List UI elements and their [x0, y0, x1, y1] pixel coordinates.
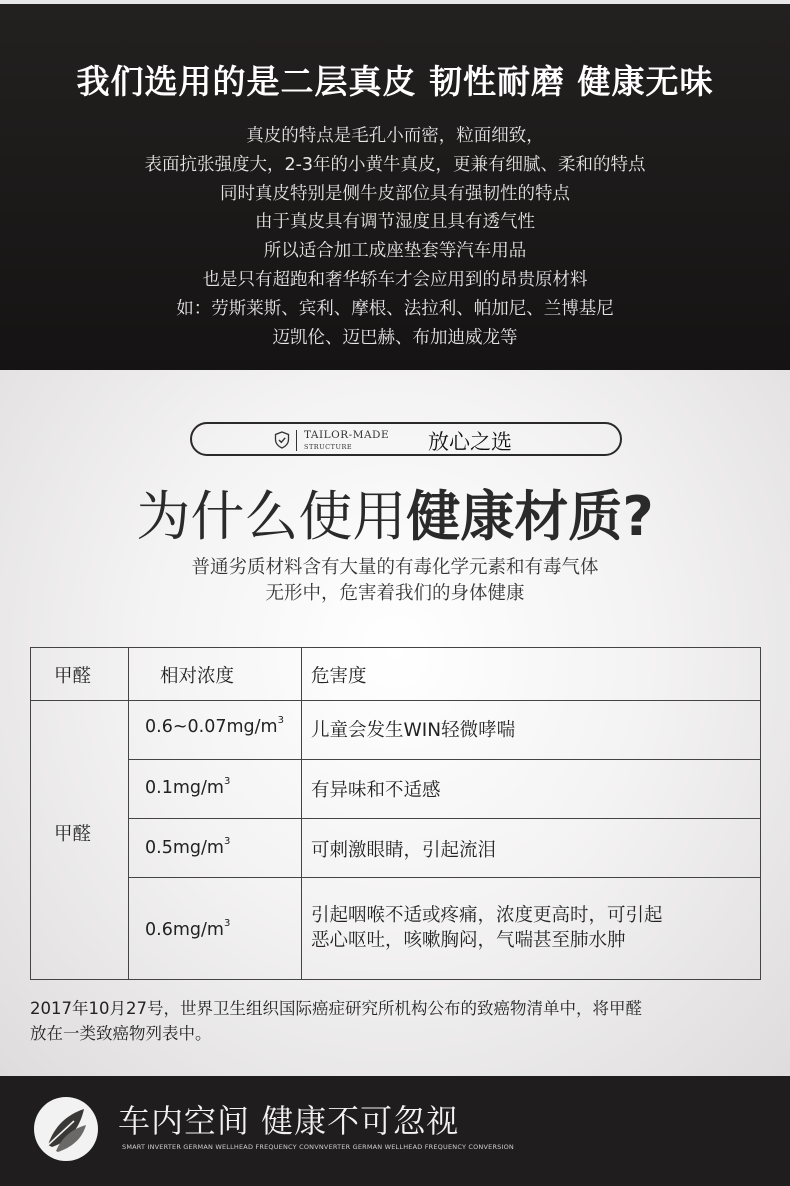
shield-check-icon	[274, 431, 290, 449]
top-line: 表面抗张强度大，2-3年的小黄牛真皮，更兼有细腻、柔和的特点	[144, 154, 646, 175]
health-section	[0, 370, 790, 1076]
top-line: 由于真皮具有调节湿度且具有透气性	[255, 212, 535, 233]
table-header: 危害度	[311, 666, 367, 687]
top-line: 迈凯伦、迈巴赫、布加迪威龙等	[272, 327, 518, 348]
table-divider	[128, 818, 760, 819]
top-line: 如：劳斯莱斯、宾利、摩根、法拉利、帕加尼、兰博基尼	[176, 298, 614, 319]
top-line: 也是只有超跑和奢华轿车才会应用到的昂贵原材料	[202, 269, 588, 290]
bottom-title: 车内空间 健康不可忽视	[118, 1102, 460, 1140]
top-line: 同时真皮特别是侧牛皮部位具有强韧性的特点	[220, 183, 570, 204]
headline-bold: 健康材质?	[406, 485, 654, 548]
table-divider	[301, 648, 302, 979]
table-cell-harm: 引起咽喉不适或疼痛，浓度更高时，可引起 恶心呕吐，咳嗽胸闷，气喘甚至肺水肿	[311, 905, 663, 951]
top-line: 真皮的特点是毛孔小而密，粒面细致，	[246, 126, 544, 146]
top-line: 所以适合加工成座垫套等汽车用品	[263, 241, 527, 262]
badge-pill	[190, 422, 622, 456]
table-divider	[31, 700, 760, 701]
footnote-line1: 2017年10月27号，世界卫生组织国际癌症研究所机构公布的致癌物清单中，将甲醛	[30, 999, 642, 1018]
formaldehyde-table	[30, 647, 761, 980]
footnote	[30, 996, 770, 1046]
top-title: 我们选用的是二层真皮 韧性耐磨 健康无味	[76, 62, 714, 101]
table-cell-harm: 儿童会发生WIN轻微哮喘	[311, 720, 516, 741]
table-cell-concentration: $0.6mg/m^3$	[145, 918, 231, 940]
badge-cn: 放心之选	[428, 430, 512, 454]
table-header: 甲醛	[54, 666, 92, 687]
badge-en-line2: STRUCTURE	[304, 443, 353, 451]
subtitle	[0, 555, 790, 607]
badge-en-line1: TAILOR-MADE	[304, 429, 390, 441]
leaf-icon	[34, 1097, 98, 1161]
table-cell-concentration: $0.5mg/m^3$	[145, 836, 231, 858]
table-cell-concentration: $0.1mg/m^3$	[145, 776, 231, 798]
table-cell-harm: 有异味和不适感	[311, 780, 441, 801]
bottom-banner	[0, 1076, 790, 1186]
top-section	[0, 0, 790, 370]
table-cell-concentration: $0.6\sim 0.07mg/m^3$	[145, 715, 284, 737]
headline-light: 为什么使用	[136, 485, 407, 548]
top-description	[0, 122, 790, 352]
table-divider	[128, 877, 760, 878]
table-header: 相对浓度	[160, 666, 235, 687]
table-group-label: 甲醛	[54, 824, 92, 845]
badge-divider	[296, 430, 297, 451]
subtitle-line2: 无形中，危害着我们的身体健康	[265, 583, 525, 604]
table-divider	[128, 759, 760, 760]
subtitle-line1: 普通劣质材料含有大量的有毒化学元素和有毒气体	[191, 557, 599, 578]
headline	[0, 474, 790, 551]
table-divider	[128, 648, 129, 979]
footnote-line2: 放在一类致癌物列表中。	[30, 1024, 212, 1043]
table-cell-harm: 可刺激眼睛，引起流泪	[311, 840, 497, 861]
bottom-subtitle: SMART INVERTER GERMAN WELLHEAD FREQUENCY CONVNVERTER GERMAN WELLHEAD FREQUENCY CONVERSION	[122, 1143, 514, 1151]
